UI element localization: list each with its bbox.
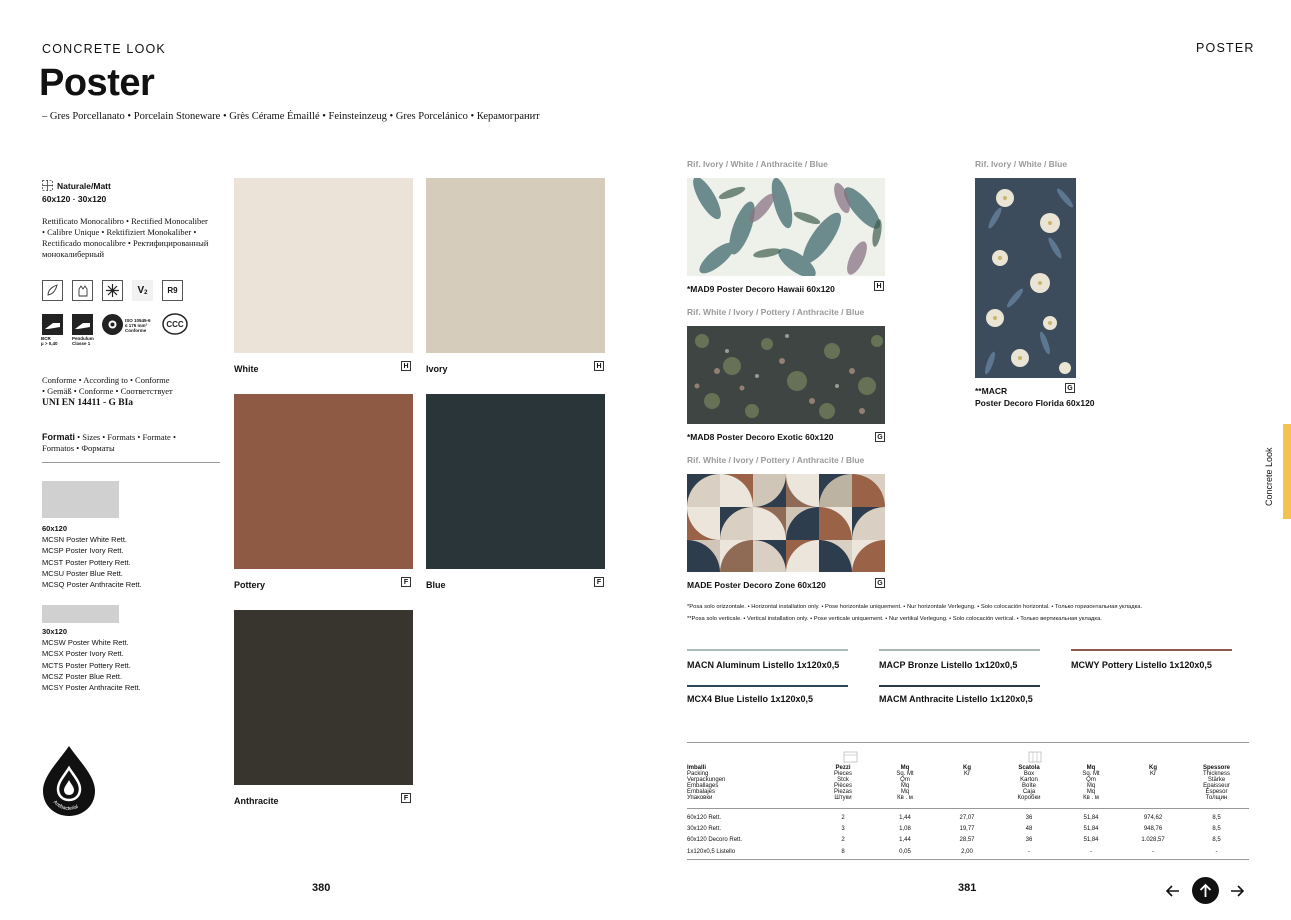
table-cell: 974,62	[1143, 814, 1163, 821]
table-cell: 51,84	[1083, 825, 1099, 832]
table-cell: 8,5	[1212, 825, 1221, 832]
listello-swatch-bronze	[879, 649, 1040, 651]
scroll-to-top-button[interactable]	[1192, 877, 1219, 904]
decor-exotic-image	[687, 326, 885, 424]
rating-badge: H	[594, 361, 604, 371]
list-item: MCTS Poster Pottery Rett.	[42, 660, 131, 670]
table-cell: 8	[841, 848, 845, 855]
rating-badge: G	[875, 578, 885, 588]
table-row	[687, 835, 1249, 846]
size-swatch-30x120	[42, 605, 119, 623]
reference-colors: Rif. White / Ivory / Pottery / Anthracite / Blue	[687, 455, 865, 465]
side-tab-marker[interactable]	[1283, 424, 1291, 519]
table-column-header: Mq Sq. Mt Qm Mq Mq Кв . м	[896, 765, 914, 801]
pieces-icon	[843, 750, 858, 762]
decor-florida-image	[975, 178, 1076, 378]
list-item: MCSY Poster Anthracite Rett.	[42, 683, 141, 693]
pendulum-label: Pendulum Classe 1	[72, 336, 94, 346]
table-cell: 8,5	[1212, 837, 1221, 844]
table-header-label: Imballi Packing Verpackungen Emballages Embalajes Упаковки	[687, 765, 726, 801]
table-cell: 48	[1025, 825, 1033, 832]
listello-label: MACM Anthracite Listello 1x120x0,5	[879, 694, 1033, 704]
rating-badge: F	[401, 793, 411, 803]
table-mid-rule	[687, 808, 1249, 809]
arrow-left-icon	[1164, 882, 1182, 900]
rating-badge: G	[1065, 383, 1075, 393]
finish-icon	[42, 178, 53, 189]
iso-label: ISO 10545-6 ≤ 175 mm³ Conforme	[125, 318, 151, 333]
table-cell: 60x120 Rett.	[687, 814, 722, 821]
list-item: MCSP Poster Ivory Rett.	[42, 546, 124, 556]
decor-label: *MAD9 Poster Decoro Hawaii 60x120	[687, 284, 835, 294]
table-row	[687, 846, 1249, 857]
table-cell: 19,77	[959, 825, 975, 832]
tile-label: White	[234, 364, 259, 374]
divider	[42, 462, 220, 463]
rating-badge: G	[875, 432, 885, 442]
table-cell: 1.028,57	[1141, 837, 1165, 844]
tile-swatch-pottery	[234, 394, 413, 569]
conformity-text: Conforme • According to • Conforme • Gemäß • Conforme • Соответствует	[42, 375, 173, 396]
rating-badge: F	[594, 577, 604, 587]
next-page-button[interactable]	[1228, 882, 1246, 900]
tile-label: Anthracite	[234, 796, 279, 806]
size-swatch-60x120	[42, 481, 119, 518]
table-cell: -	[1215, 848, 1218, 855]
section-label: CONCRETE LOOK	[42, 42, 166, 56]
svg-text:Antibacterial: Antibacterial	[51, 799, 80, 812]
pendulum-icon	[72, 314, 93, 335]
listello-label: MACP Bronze Listello 1x120x0,5	[879, 660, 1018, 670]
tile-swatch-anthracite	[234, 610, 413, 785]
reference-colors: Rif. Ivory / White / Anthracite / Blue	[687, 159, 828, 169]
packing-table-body	[687, 812, 1249, 857]
listello-label: MCWY Pottery Listello 1x120x0,5	[1071, 660, 1212, 670]
installation-note: **Posa solo verticale. • Vertical installation only. • Pose verticale uniquement. • Nur vertikal Verlegung. • Solo colocación vertical. • Только вертикальная укладка.	[687, 616, 1102, 622]
table-cell: -	[1028, 848, 1030, 855]
table-cell: 27,07	[959, 814, 975, 821]
page-subtitle: – Gres Porcellanato • Porcelain Stoneware • Grès Cérame Émaillé • Feinsteinzeug • Gres Porcelánico • Керамогранит	[42, 111, 540, 122]
rectified-text: Rettificato Monocalibro • Rectified Monocaliber • Calibre Unique • Rektifiziert Monokaliber • Rectificado monocalibre • Ректифицированный монокалиберный	[42, 216, 209, 259]
table-column-header: Mq Sq. Mt Qm Mq Mq Кв . м	[1082, 765, 1100, 801]
svg-text:CCC: CCC	[166, 320, 184, 329]
size-label: 60x120	[42, 524, 68, 533]
reference-colors: Rif. White / Ivory / Pottery / Anthracite / Blue	[687, 307, 865, 317]
previous-page-button[interactable]	[1164, 882, 1182, 900]
table-cell: -	[1090, 848, 1092, 855]
finish-sizes: 60x120 · 30x120	[42, 194, 107, 204]
decor-hawaii-image	[687, 178, 885, 276]
shade-variation-icon: V 2	[132, 280, 153, 301]
reference-colors: Rif. Ivory / White / Blue	[975, 159, 1068, 169]
table-cell: 1,08	[899, 825, 911, 832]
table-cell: 1x120x0,5 Listello	[687, 848, 736, 855]
decor-zone-image	[687, 474, 885, 572]
table-cell: 1,44	[899, 837, 911, 844]
listello-swatch-anthracite	[879, 685, 1040, 687]
antibacterial-logo	[40, 744, 98, 818]
page-title: Poster	[39, 62, 155, 104]
list-item: MCSU Poster Blue Rett.	[42, 568, 123, 578]
table-bottom-rule	[687, 859, 1249, 860]
rating-badge: H	[874, 281, 884, 291]
section-label: POSTER	[1196, 41, 1255, 55]
table-cell: 51,84	[1083, 814, 1099, 821]
tile-swatch-ivory	[426, 178, 605, 353]
formats-heading: Formati • Sizes • Formats • Formate • Formatos • Форматы	[42, 432, 176, 453]
table-cell: 36	[1025, 814, 1033, 821]
table-cell: 0,05	[899, 848, 911, 855]
table-cell: 2	[841, 837, 845, 844]
listello-label: MACN Aluminum Listello 1x120x0,5	[687, 660, 840, 670]
code-list-30x120	[42, 637, 141, 693]
table-cell: 60x120 Decoro Rett.	[687, 837, 743, 844]
table-cell: 51,84	[1083, 837, 1099, 844]
list-item: MCSQ Poster Anthracite Rett.	[42, 580, 142, 590]
table-cell: 28,57	[959, 837, 975, 844]
ccc-certification-icon	[162, 313, 188, 335]
table-top-rule	[687, 742, 1249, 743]
table-cell: 3	[841, 825, 845, 832]
stain-resistance-icon	[42, 280, 63, 301]
decor-label: MADE Poster Decoro Zone 60x120	[687, 580, 826, 590]
listello-swatch-pottery	[1071, 649, 1232, 651]
listello-swatch-blue	[687, 685, 848, 687]
rating-badge: H	[401, 361, 411, 371]
tile-swatch-white	[234, 178, 413, 353]
table-column-header: Kg Kr	[1149, 765, 1157, 777]
list-item: MCST Poster Pottery Rett.	[42, 557, 131, 567]
decor-code: **MACR	[975, 386, 1008, 396]
table-cell: 8,5	[1212, 814, 1221, 821]
tile-label: Blue	[426, 580, 446, 590]
page-number-right: 381	[958, 882, 977, 894]
finish-label: Naturale/Matt	[57, 181, 111, 191]
table-cell: 2,00	[961, 848, 973, 855]
table-column-header: Scatola Box Karton Boîte Caja Коробки	[1017, 765, 1041, 801]
list-item: MCSZ Poster Blue Rett.	[42, 671, 123, 681]
list-item: MCSX Poster Ivory Rett.	[42, 649, 124, 659]
arrow-right-icon	[1228, 882, 1246, 900]
chemical-resistance-icon	[72, 280, 93, 301]
box-icon	[1028, 750, 1042, 762]
tile-label: Pottery	[234, 580, 266, 590]
bcr-label: BCR µ > 0,40	[41, 336, 58, 346]
listello-swatch-aluminum	[687, 649, 848, 651]
frost-resistance-icon	[102, 280, 123, 301]
table-row	[687, 812, 1249, 823]
page-number-left: 380	[312, 882, 331, 894]
listello-label: MCX4 Blue Listello 1x120x0,5	[687, 694, 814, 704]
packing-table	[687, 765, 1249, 801]
table-column-header: Spessore Thickness Stärke Epaisseur Espesor Толщин	[1202, 765, 1230, 801]
list-item: MCSW Poster White Rett.	[42, 638, 129, 647]
table-cell: 30x120 Rett.	[687, 825, 722, 832]
table-column-header: Pezzi Pieces Stck Pièces Piezas Штуки	[833, 765, 852, 801]
table-cell: 36	[1025, 837, 1033, 844]
table-cell: 1,44	[899, 814, 911, 821]
installation-note: *Posa solo orizzontale. • Horizontal installation only. • Pose horizontale uniquement. • Nur horizontale Verlegung. • Solo colocación horizontal. • Только горизонтальная укладка.	[687, 604, 1143, 610]
list-item: MCSN Poster White Rett.	[42, 535, 128, 544]
side-tab-label: Concrete Look	[1264, 447, 1274, 506]
decor-label: *MAD8 Poster Decoro Exotic 60x120	[687, 432, 834, 442]
table-cell: 2	[841, 814, 845, 821]
table-column-header: Kg Kr	[963, 765, 971, 777]
slip-rating-badge: R9	[162, 280, 183, 301]
tile-swatch-blue	[426, 394, 605, 569]
decor-label: Poster Decoro Florida 60x120	[975, 398, 1095, 408]
size-label: 30x120	[42, 627, 68, 636]
code-list-60x120	[42, 534, 142, 590]
bcr-icon	[42, 314, 63, 335]
arrow-up-icon	[1192, 877, 1219, 904]
table-cell: 948,76	[1143, 825, 1163, 832]
abrasion-icon	[102, 314, 123, 335]
table-row	[687, 823, 1249, 834]
rating-badge: F	[401, 577, 411, 587]
table-cell: -	[1152, 848, 1154, 855]
tile-label: Ivory	[426, 364, 448, 374]
norm-label: UNI EN 14411 - G BIa	[42, 398, 134, 408]
